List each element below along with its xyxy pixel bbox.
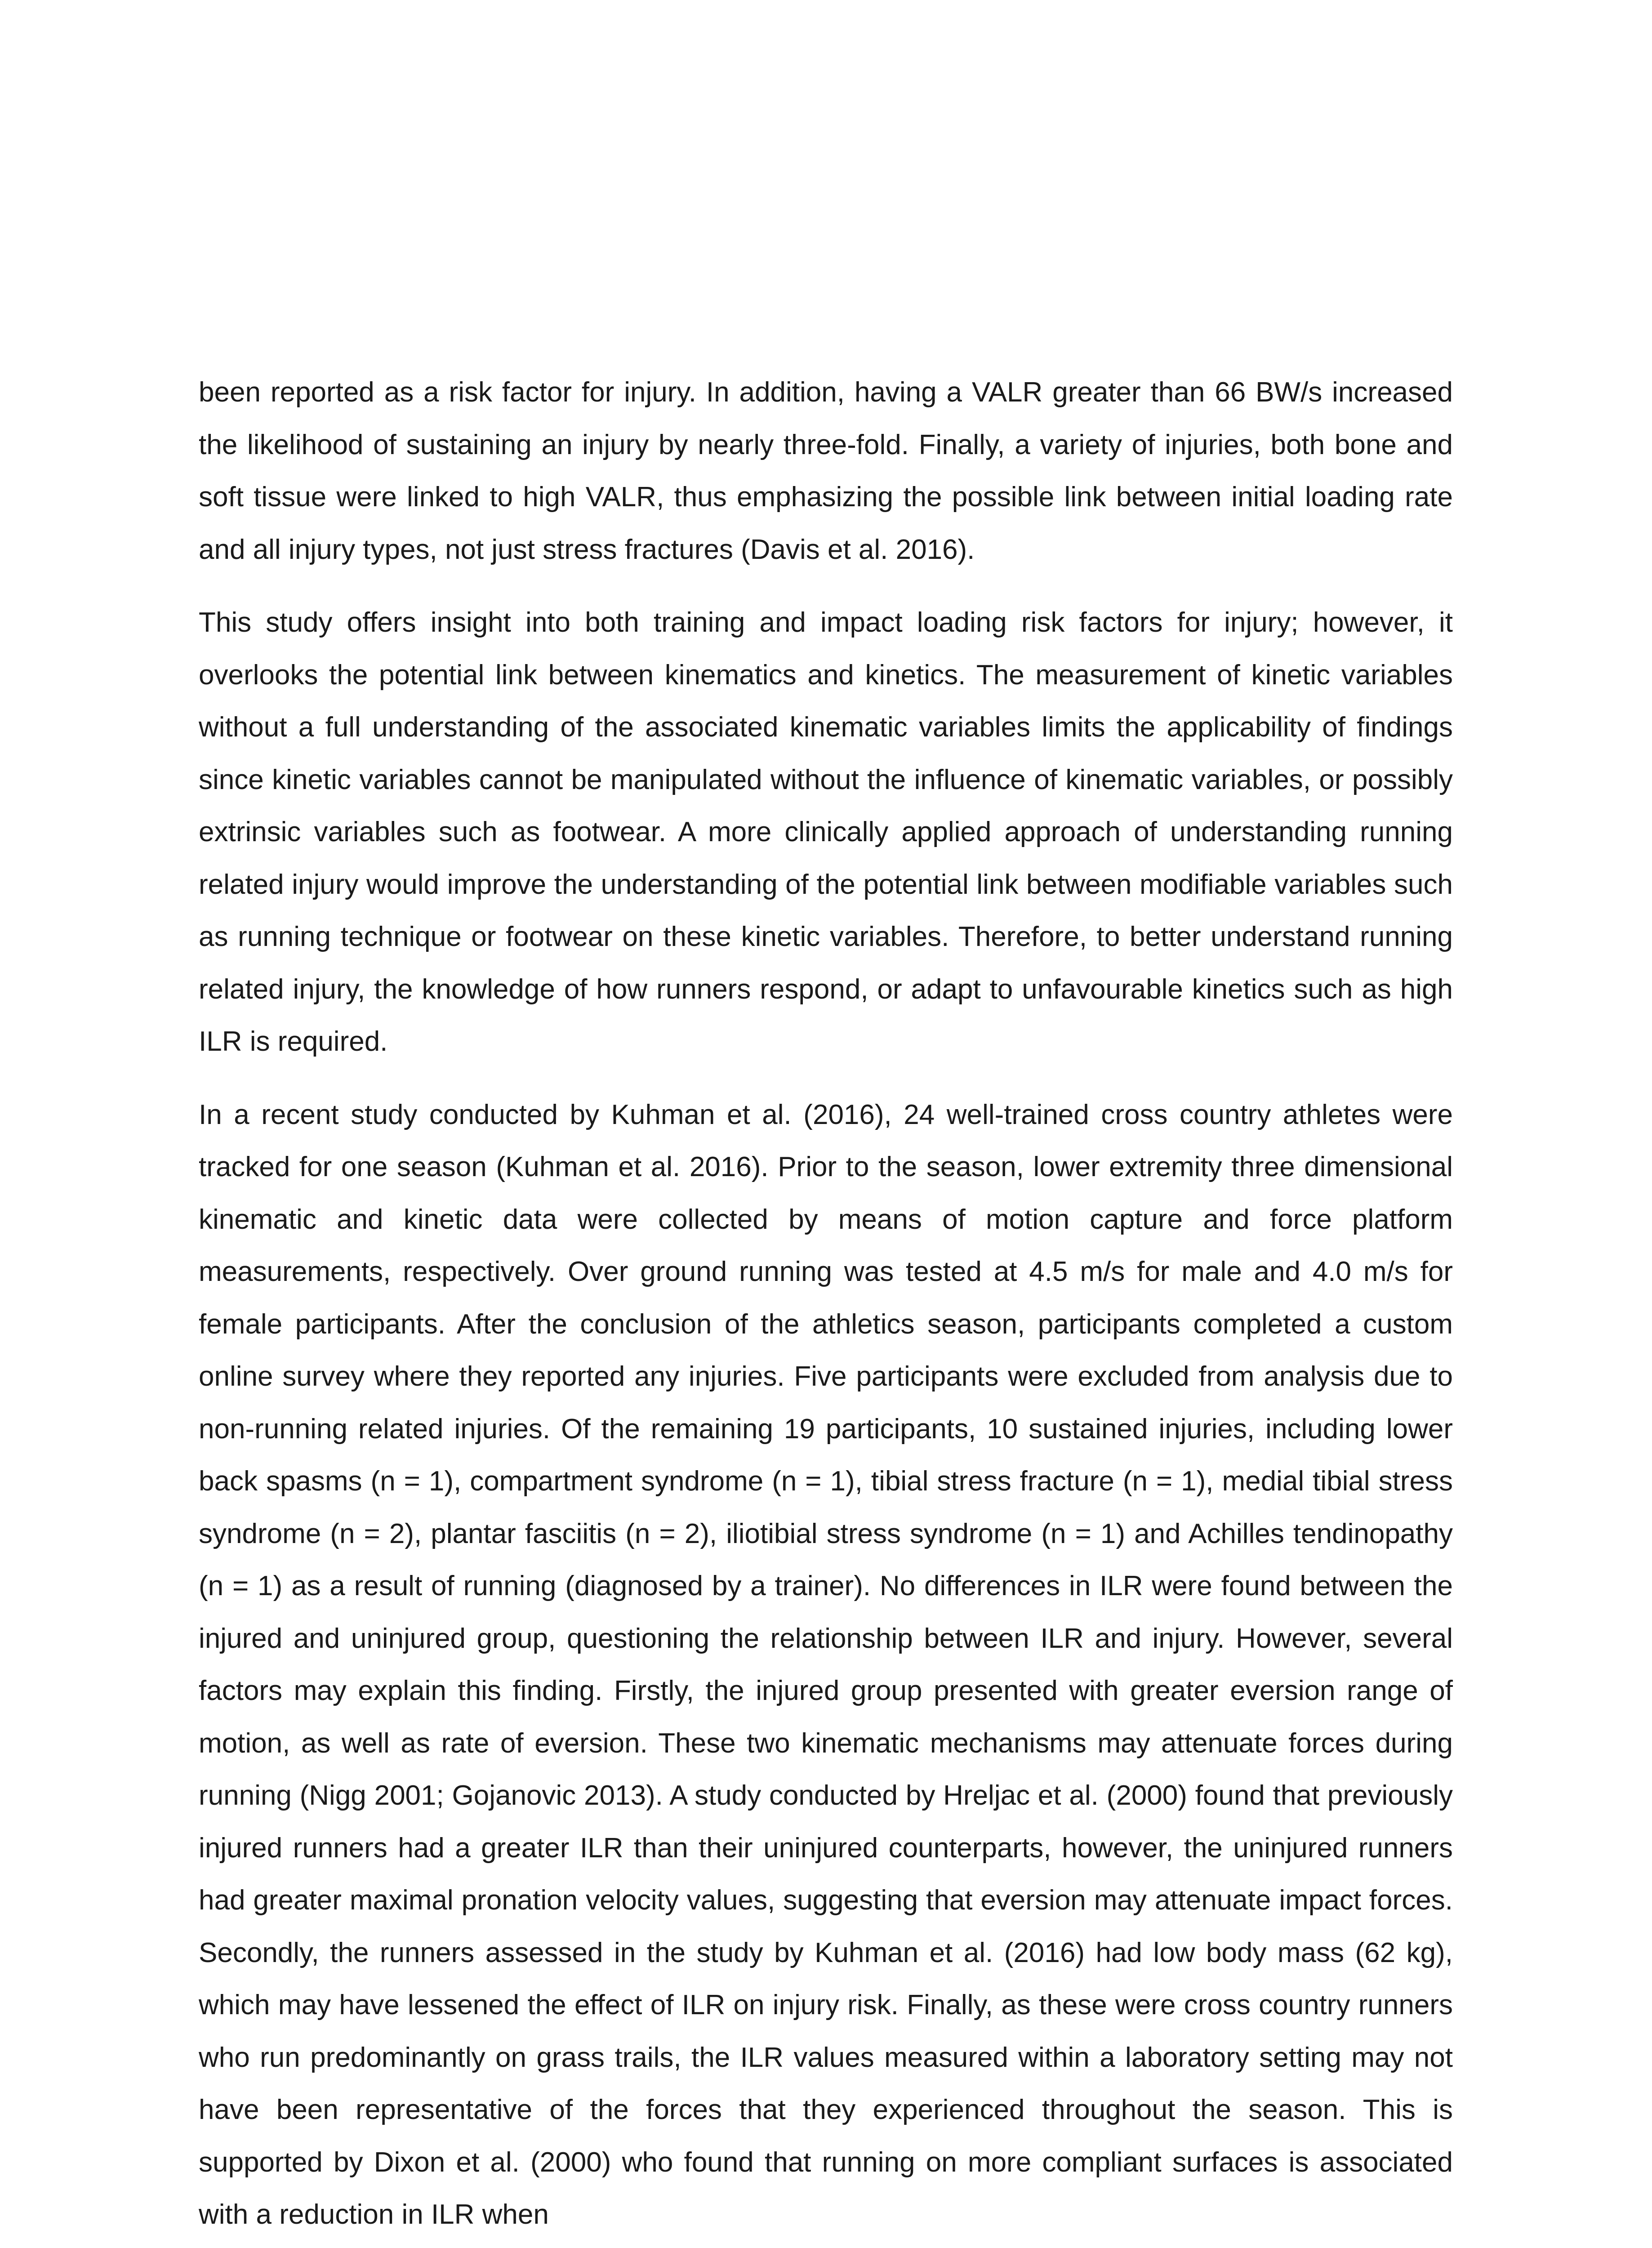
body-paragraph-3: In a recent study conducted by Kuhman et al. (2016), 24 well-trained cross country athletes were tracked for one season (Kuhman et al. 2016). Prior to the season, lower extremity three dimensional kinematic and kinetic data were collected by means of motion capture and force platform measurements, respectively. Over ground running was tested at 4.5 m/s for male and 4.0 m/s for female participants. After the conclusion of the athletics season, participants completed a custom online survey where they reported any injuries. Five participants were excluded from analysis due to non-running related injuries. Of the remaining 19 participants, 10 sustained injuries, including lower back spasms (n = 1), compartment syndrome (n = 1), tibial stress fracture (n = 1), medial tibial stress syndrome (n = 2), plantar fasciitis (n = 2), iliotibial stress syndrome (n = 1) and Achilles tendinopathy (n = 1) as a result of running (diagnosed by a trainer). No differences in ILR were found between the injured and uninjured group, questioning the relationship between ILR and injury. However, several factors may explain this finding. Firstly, the injured group presented with greater eversion range of motion, as well as rate of eversion. These two kinematic mechanisms may attenuate forces during running (Nigg 2001; Gojanovic 2013). A study conducted by Hreljac et al. (2000) found that previously injured runners had a greater ILR than their uninjured counterparts, however, the uninjured runners had greater maximal pronation velocity values, suggesting that eversion may attenuate impact forces. Secondly, the runners assessed in the study by Kuhman et al. (2016) had low body mass (62 kg), which may have lessened the effect of ILR on injury risk. Finally, as these were cross country runners who run predominantly on grass trails, the ILR values measured within a laboratory setting may not have been representative of the forces that they experienced throughout the season. This is supported by Dixon et al. (2000) who found that running on more compliant surfaces is associated with a reduction in ILR when (199, 1099, 1453, 2230)
body-paragraph-2: This study offers insight into both training and impact loading risk factors for injury; however, it overlooks the potential link between kinematics and kinetics. The measurement of kinetic variables without a full understanding of the associated kinematic variables limits the applicability of findings since kinetic variables cannot be manipulated without the influence of kinematic variables, or possibly extrinsic variables such as footwear. A more clinically applied approach of understanding running related injury would improve the understanding of the potential link between modifiable variables such as running technique or footwear on these kinetic variables. Therefore, to better understand running related injury, the knowledge of how runners respond, or adapt to unfavourable kinetics such as high ILR is required. (199, 607, 1453, 1057)
page-body (199, 366, 1453, 2241)
body-paragraph-1: been reported as a risk factor for injury. In addition, having a VALR greater than 66 BW/s increased the likelihood of sustaining an injury by nearly three-fold. Finally, a variety of injuries, both bone and soft tissue were linked to high VALR, thus emphasizing the possible link between initial loading rate and all injury types, not just stress fractures (Davis et al. 2016). (199, 377, 1453, 565)
